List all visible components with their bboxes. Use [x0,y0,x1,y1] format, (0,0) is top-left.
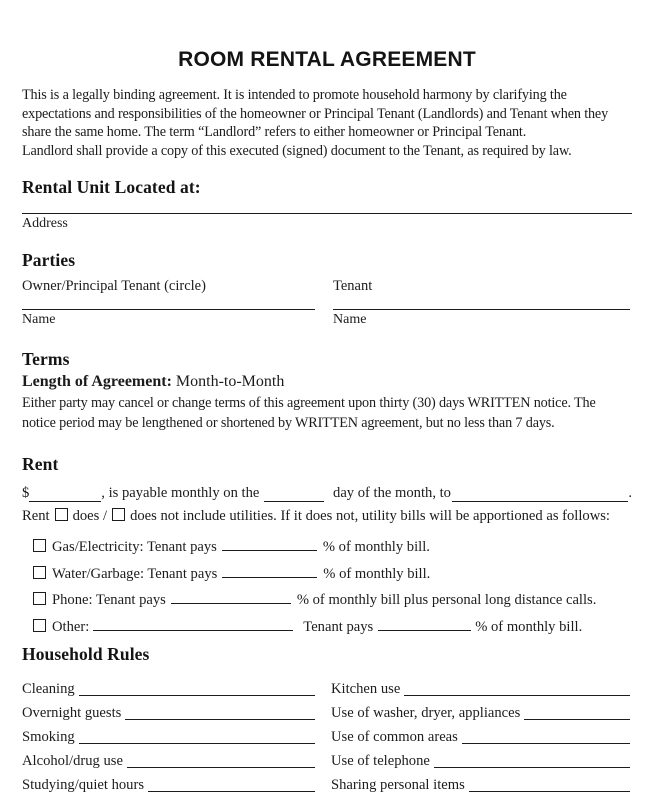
phone-row [33,590,632,609]
kitchen-use-label: Kitchen use [331,680,401,697]
other-utility-label: Other: [52,618,90,635]
other-utility-row [33,617,632,635]
length-of-agreement-line [22,373,632,391]
washer-dryer-row [331,698,630,722]
address-label: Address [22,216,68,232]
telephone-use-input-line[interactable] [434,766,630,768]
telephone-use-label: Use of telephone [331,752,430,769]
rent-payee-input-line[interactable] [452,488,628,502]
washer-dryer-input-line[interactable] [524,718,630,720]
overnight-guests-row [22,698,315,722]
gas-electricity-row [33,537,632,556]
utilities-rest-text: does not include utilities. If it does not, utility bills will be apportioned as follows: [130,508,610,525]
gas-electricity-suffix: % of monthly bill. [322,539,430,556]
terms-line-2: notice period may be lengthened or shortened by WRITTEN agreement, but no less than 7 days. [22,414,555,431]
rent-day-text: day of the month, to [329,485,451,502]
rent-line-period: . [628,485,632,502]
utilities-separator: / [103,508,108,525]
quiet-hours-label: Studying/quiet hours [22,776,145,793]
tenant-label: Tenant [333,278,373,295]
cleaning-row [22,674,315,698]
washer-dryer-label: Use of washer, dryer, appliances [331,704,521,721]
quiet-hours-row [22,770,315,794]
water-garbage-checkbox[interactable] [33,566,46,579]
parties-heading: Parties [22,250,76,271]
other-utility-mid-text: Tenant pays [303,618,374,635]
other-utility-description-input-line[interactable] [93,617,293,631]
gas-electricity-checkbox[interactable] [33,539,46,552]
kitchen-use-row [331,674,630,698]
length-of-agreement-label: Length of Agreement: [22,373,172,391]
terms-paragraph [22,394,632,433]
other-utility-checkbox[interactable] [33,619,46,632]
water-garbage-suffix: % of monthly bill. [323,565,431,582]
intro-line-3: share the same home. The term “Landlord” refers to either homeowner or Principal Tenant. [22,124,527,141]
terms-line-1: Either party may cancel or change terms of this agreement upon thirty (30) days WRITTEN notice. The [22,395,596,412]
intro-line-4: Landlord shall provide a copy of this executed (signed) document to the Tenant, as required by law. [22,142,572,159]
length-of-agreement-value: Month-to-Month [171,373,285,391]
water-garbage-percent-input-line[interactable] [222,564,317,578]
kitchen-use-input-line[interactable] [404,694,630,696]
parties-columns [22,271,632,328]
other-utility-suffix: % of monthly bill. [475,618,583,635]
does-not-include-checkbox[interactable] [112,508,125,521]
tenant-column [333,271,630,328]
alcohol-drug-label: Alcohol/drug use [22,752,123,769]
owner-name-label: Name [22,312,56,328]
common-areas-label: Use of common areas [331,728,458,745]
rent-day-input-line[interactable] [264,488,324,502]
intro-paragraph [22,86,632,160]
utilities-prefix: Rent [22,508,50,525]
quiet-hours-input-line[interactable] [148,790,315,792]
cleaning-input-line[interactable] [79,694,315,696]
phone-suffix: % of monthly bill plus personal long distance calls. [296,592,597,609]
gas-electricity-label: Gas/Electricity: Tenant pays [52,539,217,556]
overnight-guests-input-line[interactable] [125,718,315,720]
intro-line-1: This is a legally binding agreement. It is intended to promote household harmony by clarifying the [22,87,567,103]
other-utility-percent-input-line[interactable] [378,617,471,631]
sharing-items-input-line[interactable] [469,790,630,792]
cleaning-label: Cleaning [22,680,75,697]
document-title: ROOM RENTAL AGREEMENT [178,48,476,71]
dollar-sign: $ [22,485,30,502]
phone-checkbox[interactable] [33,592,46,605]
sharing-items-row [331,770,630,794]
tenant-name-input-line[interactable] [333,309,630,310]
phone-label: Phone: Tenant pays [52,592,166,609]
alcohol-drug-input-line[interactable] [127,766,315,768]
owner-label[interactable]: Owner/Principal Tenant (circle) [22,278,206,295]
terms-heading: Terms [22,349,70,370]
water-garbage-label: Water/Garbage: Tenant pays [52,565,218,582]
common-areas-input-line[interactable] [462,742,630,744]
household-rules-heading: Household Rules [22,643,150,664]
address-input-line[interactable] [22,213,632,214]
telephone-use-row [331,746,630,770]
tenant-name-label: Name [333,312,367,328]
intro-line-2: expectations and responsibilities of the homeowner or Principal Tenant (Landlords) and Tenant when they [22,105,609,122]
rental-unit-heading: Rental Unit Located at: [22,177,201,198]
rent-payable-text: , is payable monthly on the [101,485,260,502]
common-areas-row [331,722,630,746]
owner-name-input-line[interactable] [22,309,315,310]
utility-apportionment-list [22,537,632,635]
rent-heading: Rent [22,454,59,475]
rent-amount-input-line[interactable] [29,488,101,502]
gas-electricity-percent-input-line[interactable] [222,537,317,551]
smoking-input-line[interactable] [79,742,315,744]
water-garbage-row [33,564,632,582]
overnight-guests-label: Overnight guests [22,704,122,721]
alcohol-drug-row [22,746,315,770]
smoking-row [22,722,315,746]
smoking-label: Smoking [22,728,75,745]
rent-utilities-line [22,507,632,526]
does-include-checkbox[interactable] [55,508,68,521]
owner-column [22,271,315,328]
household-rules-grid [22,674,632,794]
sharing-items-label: Sharing personal items [331,776,465,793]
utilities-does-text: does [72,508,100,525]
rent-amount-line [22,485,632,502]
phone-percent-input-line[interactable] [171,590,291,604]
